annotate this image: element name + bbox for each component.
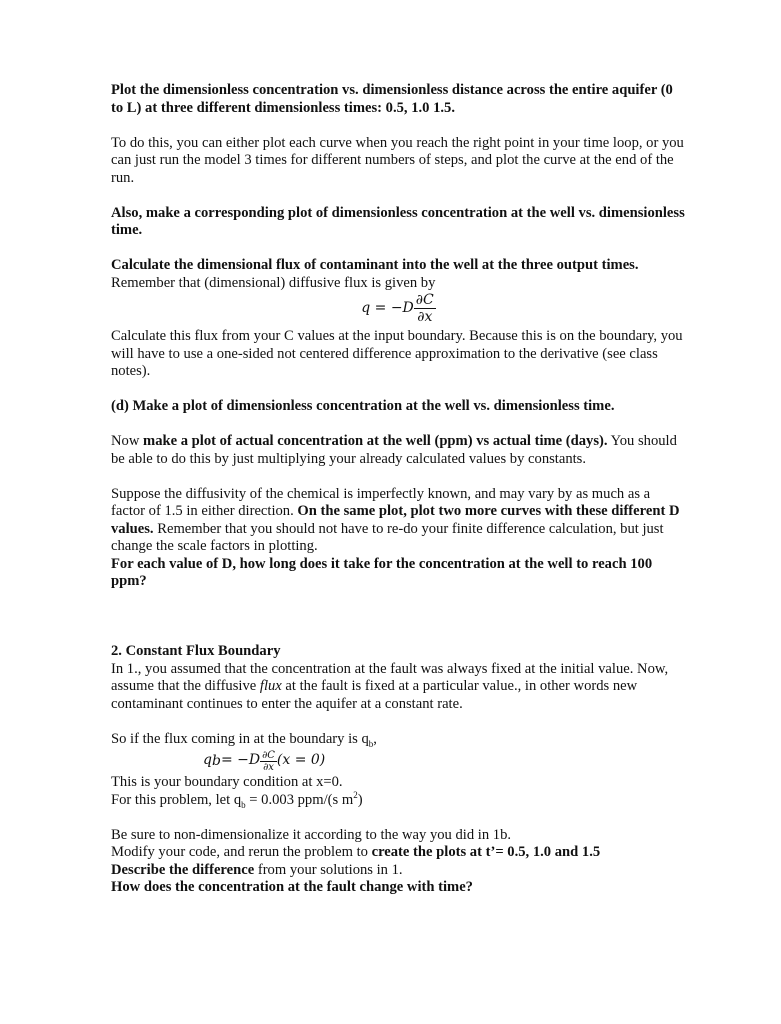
flux-value-lead: For this problem, let q [111, 791, 242, 808]
actual-concentration-lead: Now [111, 433, 144, 449]
flux-equation-lhs: q = −D [361, 299, 414, 316]
flux-equation-fraction [414, 292, 436, 325]
diffusivity-rest: Remember that you should not have to re-do your finite difference calculation, but just change the scale factors in plotting. [111, 520, 664, 554]
boundary-flux-subscript: b [368, 738, 374, 749]
describe-difference-paragraph [111, 862, 686, 880]
constant-flux-rest: at the fault is fixed at a particular value., in other words new contaminant continues to enter the aquifer at a constant rate. [111, 678, 638, 712]
boundary-flux-comma: , [373, 730, 377, 747]
flux-remember-text: Remember that (dimensional) diffusive flux is given by [111, 274, 436, 291]
flux-instruction: Calculate the dimensional flux of contaminant into the well at the three output times. [111, 257, 639, 273]
flux-value-subscript: b [241, 799, 246, 810]
describe-difference-instruction: Describe the difference [111, 861, 255, 878]
flux-equation [111, 292, 686, 328]
flux-value-text [111, 789, 686, 810]
flux-equation-denominator: ∂x [417, 309, 433, 325]
fault-concentration-question: How does the concentration at the fault change with time? [111, 879, 473, 895]
boundary-flux-lead: So if the flux coming in at the boundary is q [111, 730, 369, 747]
actual-concentration-rest: You should be able to do this by just multiplying your already calculated values by constants. [111, 433, 677, 467]
flux-paragraph [111, 257, 686, 292]
constant-flux-paragraph [111, 661, 686, 714]
diffusivity-paragraph [111, 486, 686, 556]
boundary-equation-q: q [203, 752, 212, 769]
boundary-equation-mid: = −D [220, 752, 261, 769]
actual-concentration-paragraph [111, 433, 686, 468]
plot-method-paragraph: To do this, you can either plot each curve when you reach the right point in your time loop, or you can just run the model 3 times for different numbers of steps, and plot the curve at the end of the run. [111, 134, 684, 186]
section-2-heading: 2. Constant Flux Boundary [111, 643, 281, 659]
boundary-equation-denominator: ∂x [263, 761, 274, 773]
modify-code-lead: Modify your code, and rerun the problem to [111, 844, 372, 860]
boundary-equation-tail: (x = 0) [276, 752, 326, 769]
nondimensionalize-text: Be sure to non-dimensionalize it according to the way you did in 1b. [111, 826, 512, 843]
flux-value-superscript: 2 [353, 789, 358, 800]
describe-difference-rest: from your solutions in 1. [254, 861, 403, 878]
part-d-heading: (d) Make a plot of dimensionless concentration at the well vs. dimensionless time. [111, 398, 615, 414]
boundary-flux-paragraph [111, 731, 686, 749]
flux-calculation-paragraph: Calculate this flux from your C values at the input boundary. Because this is on the boundary, you will have to use a one-sided not centered difference approximation to the derivative (see class notes). [111, 328, 683, 379]
diffusivity-lead: Suppose the diffusivity of the chemical is imperfectly known, and may vary by as much as a factor of 1.5 in either direction. [111, 485, 651, 519]
flux-value-close: ) [357, 791, 363, 808]
actual-concentration-instruction: make a plot of actual concentration at the well (ppm) vs actual time (days). [143, 433, 608, 449]
document-page [111, 82, 686, 897]
plot-concentration-instruction: Plot the dimensionless concentration vs. dimensionless distance across the entire aquifer (0 to L) at three different dimensionless times: 0.5, 1.0 1.5. [111, 82, 673, 116]
boundary-equation-numerator: ∂C [262, 749, 275, 761]
modify-code-paragraph [111, 844, 686, 862]
well-plot-instruction: Also, make a corresponding plot of dimensionless concentration at the well vs. dimensionless time. [111, 204, 685, 238]
flux-emphasis: flux [259, 678, 282, 694]
boundary-equation: q b = −D $\frac{\partial C}{\partial x}$ (x = 0) [203, 749, 326, 773]
flux-equation-numerator: ∂C [415, 292, 434, 308]
constant-flux-lead: In 1., you assumed that the concentration at the fault was always fixed at the initial value. Now, assume that the diffusive [111, 660, 669, 694]
boundary-equation-fraction [260, 750, 277, 773]
diffusivity-instruction: On the same plot, plot two more curves with these different D values. [111, 503, 680, 537]
flux-value-number: = 0.003 ppm/(s m [245, 791, 354, 808]
create-plots-instruction: create the plots at t’= 0.5, 1.0 and 1.5 [371, 844, 601, 860]
boundary-condition-text: This is your boundary condition at x=0. [111, 774, 343, 790]
time-to-100ppm-question: For each value of D, how long does it take for the concentration at the well to reach 100 ppm? [111, 555, 653, 589]
